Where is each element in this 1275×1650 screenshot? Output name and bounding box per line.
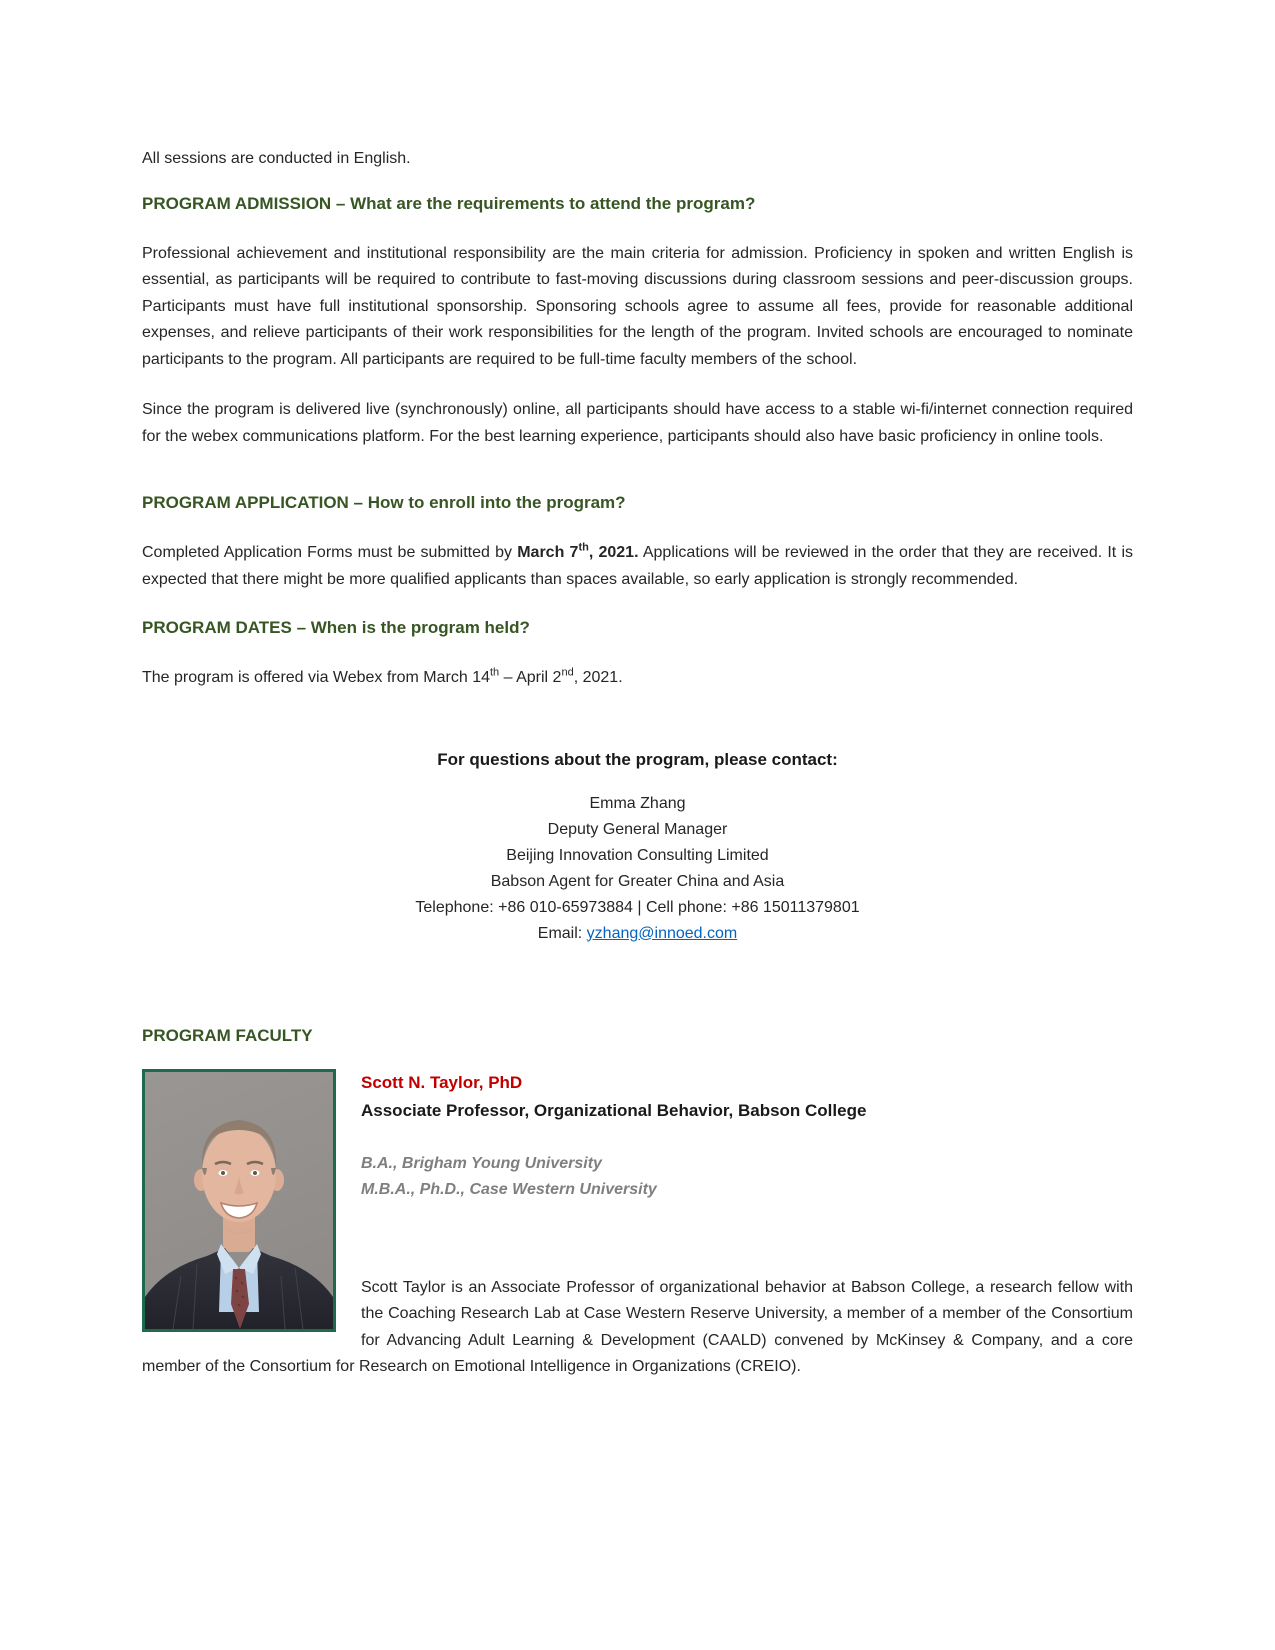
faculty-bio: Scott Taylor is an Associate Professor of organizational behavior at Babson College, a research fellow with the Coaching Research Lab at Case Western Reserve University, a member of a member of the Consortium for Advancing Adult Learning & Development (CAALD) convened by McKinsey & Company, and a core member of the Consortium for Research on Emotional Intelligence in Organizations (CREIO). bbox=[142, 1278, 1133, 1375]
heading-program-faculty: PROGRAM FACULTY bbox=[142, 1025, 313, 1045]
dates-ordinal-2: nd bbox=[561, 666, 574, 679]
contact-heading: For questions about the program, please contact: bbox=[437, 749, 838, 769]
application-deadline-year: , 2021. bbox=[588, 544, 639, 561]
contact-email-line bbox=[142, 921, 1133, 947]
contact-block bbox=[142, 791, 1133, 947]
dates-text-end: , 2021. bbox=[573, 669, 623, 686]
faculty-credential-1: B.A., Brigham Young University bbox=[361, 1154, 602, 1172]
dates-text-mid: – April 2 bbox=[499, 669, 562, 686]
heading-program-dates: PROGRAM DATES – When is the program held? bbox=[142, 618, 530, 637]
document-content bbox=[142, 146, 1133, 1381]
contact-phone-line: Telephone: +86 010-65973884 | Cell phone: +86 15011379801 bbox=[415, 898, 860, 916]
heading-program-application: PROGRAM APPLICATION – How to enroll into the program? bbox=[142, 493, 626, 512]
application-text-end: Applications will be reviewed in the order that they are received. It is expected that there might be more qualified applicants than spaces available, so early application is strongly recommended. bbox=[142, 544, 1134, 588]
admission-paragraph-1: Professional achievement and institutional responsibility are the main criteria for admission. Proficiency in spoken and written English is essential, as participants will be required to contribute to fast-moving discussions during classroom sessions and peer-discussion groups. Participants must have full institutional sponsorship. Sponsoring schools agree to assume all fees, provide for reasonable additional expenses, and relieve participants of their work responsibilities for the length of the program. Invited schools are encouraged to nominate participants to the program. All participants are required to be full-time faculty members of the school. bbox=[142, 244, 1133, 368]
faculty-section bbox=[142, 1069, 1133, 1381]
contact-name: Emma Zhang bbox=[589, 794, 686, 812]
application-deadline-ordinal: th bbox=[578, 541, 589, 554]
application-text-start: Completed Application Forms must be submitted by bbox=[142, 544, 518, 561]
faculty-credential-2: M.B.A., Ph.D., Case Western University bbox=[361, 1180, 657, 1198]
dates-line bbox=[142, 665, 1133, 692]
dates-text-start: The program is offered via Webex from March 14 bbox=[142, 669, 490, 686]
contact-role: Babson Agent for Greater China and Asia bbox=[490, 872, 785, 890]
application-deadline-bold bbox=[517, 541, 639, 561]
contact-email-link[interactable]: yzhang@innoed.com bbox=[586, 924, 738, 942]
portrait-illustration bbox=[145, 1072, 333, 1329]
faculty-name: Scott N. Taylor, PhD bbox=[361, 1072, 523, 1092]
heading-program-admission: PROGRAM ADMISSION – What are the requirements to attend the program? bbox=[142, 193, 756, 213]
intro-line: All sessions are conducted in English. bbox=[142, 150, 411, 167]
application-paragraph bbox=[142, 540, 1133, 593]
application-deadline-date: March 7 bbox=[517, 544, 579, 561]
faculty-photo bbox=[142, 1069, 336, 1332]
faculty-title: Associate Professor, Organizational Behavior, Babson College bbox=[361, 1100, 867, 1120]
dates-ordinal-1: th bbox=[490, 666, 500, 679]
contact-email-label: Email: bbox=[537, 924, 587, 942]
contact-company: Beijing Innovation Consulting Limited bbox=[506, 846, 769, 864]
admission-paragraph-2: Since the program is delivered live (synchronously) online, all participants should have access to a stable wi-fi/internet connection required for the webex communications platform. For the best learning experience, participants should also have basic proficiency in online tools. bbox=[142, 401, 1133, 445]
contact-title: Deputy General Manager bbox=[547, 820, 728, 838]
